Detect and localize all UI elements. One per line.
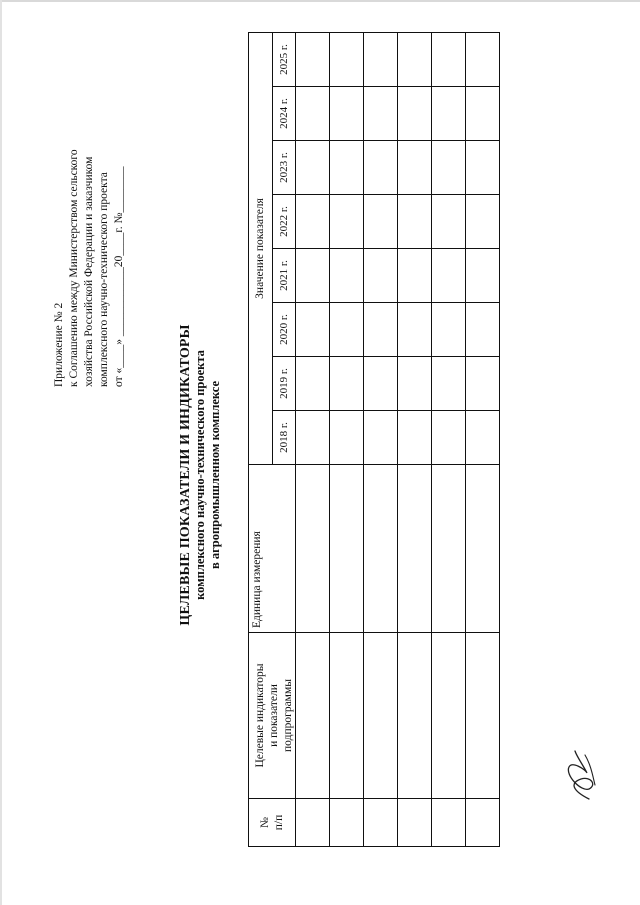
year-header-2022: 2022 г. xyxy=(272,195,296,249)
table-cell[interactable] xyxy=(466,141,500,195)
table-cell[interactable] xyxy=(466,799,500,847)
table-cell[interactable] xyxy=(296,411,330,465)
table-cell[interactable] xyxy=(432,195,466,249)
header-num-line-2: п/п xyxy=(273,814,285,831)
table-cell[interactable] xyxy=(398,141,432,195)
table-cell[interactable] xyxy=(398,249,432,303)
table-cell[interactable] xyxy=(432,465,466,633)
title-sub-1: комплексного научно-технического проекта xyxy=(193,350,207,600)
table-cell[interactable] xyxy=(432,633,466,799)
table-cell[interactable] xyxy=(466,303,500,357)
header-indicator-line-1: Целевые индикаторы xyxy=(254,663,266,768)
appendix-line-5: от «____» ____________20____г. №________ xyxy=(113,166,125,387)
header-values-label: Значение показателя xyxy=(254,198,267,299)
table-cell[interactable] xyxy=(398,357,432,411)
table-cell[interactable] xyxy=(432,141,466,195)
header-num-line-1: № xyxy=(259,817,271,828)
table-cell[interactable] xyxy=(296,633,330,799)
table-cell[interactable] xyxy=(296,87,330,141)
appendix-line-2: к Соглашению между Министерством сельского xyxy=(68,149,80,387)
table-cell[interactable] xyxy=(466,633,500,799)
header-indicator-line-2: и показатели xyxy=(268,684,280,747)
table-row xyxy=(296,33,330,847)
table-cell[interactable] xyxy=(364,249,398,303)
table-cell[interactable] xyxy=(330,33,364,87)
table-cell[interactable] xyxy=(466,357,500,411)
appendix-line-3: хозяйства Российской Федерации и заказчиком xyxy=(83,156,95,387)
appendix-line-4: комплексного научно-технического проекта xyxy=(98,172,110,387)
table-cell[interactable] xyxy=(398,633,432,799)
table-cell[interactable] xyxy=(330,411,364,465)
year-header-2023: 2023 г. xyxy=(272,141,296,195)
table-cell[interactable] xyxy=(398,195,432,249)
appendix-header xyxy=(52,47,127,387)
table-cell[interactable] xyxy=(432,303,466,357)
handwritten-signature-icon xyxy=(555,745,605,805)
year-header-2025: 2025 г. xyxy=(272,33,296,87)
table-row xyxy=(398,33,432,847)
table-cell[interactable] xyxy=(398,33,432,87)
table-cell[interactable] xyxy=(466,465,500,633)
table-cell[interactable] xyxy=(330,87,364,141)
table-row xyxy=(466,33,500,847)
table-cell[interactable] xyxy=(466,87,500,141)
year-header-2024: 2024 г. xyxy=(272,87,296,141)
table-cell[interactable] xyxy=(364,195,398,249)
indicators-table xyxy=(248,32,500,847)
document-title xyxy=(178,165,223,785)
table-cell[interactable] xyxy=(398,411,432,465)
table-cell[interactable] xyxy=(330,357,364,411)
table-cell[interactable] xyxy=(466,249,500,303)
table-cell[interactable] xyxy=(330,141,364,195)
table-cell[interactable] xyxy=(398,303,432,357)
table-cell[interactable] xyxy=(330,633,364,799)
table-cell[interactable] xyxy=(398,87,432,141)
title-main: ЦЕЛЕВЫЕ ПОКАЗАТЕЛИ И ИНДИКАТОРЫ xyxy=(178,324,193,626)
header-unit-label: Единица измерения xyxy=(251,531,263,628)
table-cell[interactable] xyxy=(398,799,432,847)
table-cell[interactable] xyxy=(364,633,398,799)
year-header-2021: 2021 г. xyxy=(272,249,296,303)
table-cell[interactable] xyxy=(364,303,398,357)
appendix-line-1: Приложение № 2 xyxy=(53,302,65,387)
header-indicator-cell xyxy=(249,633,296,799)
table-cell[interactable] xyxy=(364,141,398,195)
year-header-2018: 2018 г. xyxy=(272,411,296,465)
table-cell[interactable] xyxy=(466,411,500,465)
table-cell[interactable] xyxy=(364,411,398,465)
table-row xyxy=(364,33,398,847)
year-header-2020: 2020 г. xyxy=(272,303,296,357)
table-cell[interactable] xyxy=(296,195,330,249)
year-header-2019: 2019 г. xyxy=(272,357,296,411)
table-cell[interactable] xyxy=(364,799,398,847)
table-cell[interactable] xyxy=(296,303,330,357)
table-cell[interactable] xyxy=(296,141,330,195)
table-cell[interactable] xyxy=(398,465,432,633)
table-cell[interactable] xyxy=(330,249,364,303)
table-row xyxy=(432,33,466,847)
table-cell[interactable] xyxy=(432,249,466,303)
table-cell[interactable] xyxy=(330,799,364,847)
table-cell[interactable] xyxy=(432,87,466,141)
header-row-1 xyxy=(249,33,273,847)
table-row xyxy=(330,33,364,847)
table-cell[interactable] xyxy=(364,357,398,411)
table-cell[interactable] xyxy=(330,465,364,633)
header-unit-cell xyxy=(249,465,296,633)
table-cell[interactable] xyxy=(432,357,466,411)
table-cell[interactable] xyxy=(296,357,330,411)
header-indicator-line-3: подпрограммы xyxy=(282,679,294,752)
table-cell[interactable] xyxy=(364,87,398,141)
table-cell[interactable] xyxy=(296,249,330,303)
table-cell[interactable] xyxy=(330,303,364,357)
table-cell[interactable] xyxy=(296,465,330,633)
table-cell[interactable] xyxy=(466,33,500,87)
table-cell[interactable] xyxy=(364,465,398,633)
table-cell[interactable] xyxy=(432,799,466,847)
title-sub-2: в агропромышленном комплексе xyxy=(208,380,222,570)
header-num-cell xyxy=(249,799,296,847)
table-cell[interactable] xyxy=(364,33,398,87)
table-cell[interactable] xyxy=(296,799,330,847)
table-cell[interactable] xyxy=(466,195,500,249)
table-cell[interactable] xyxy=(432,33,466,87)
table-cell[interactable] xyxy=(296,33,330,87)
table-cell[interactable] xyxy=(432,411,466,465)
table-cell[interactable] xyxy=(330,195,364,249)
header-values-cell xyxy=(249,33,273,465)
